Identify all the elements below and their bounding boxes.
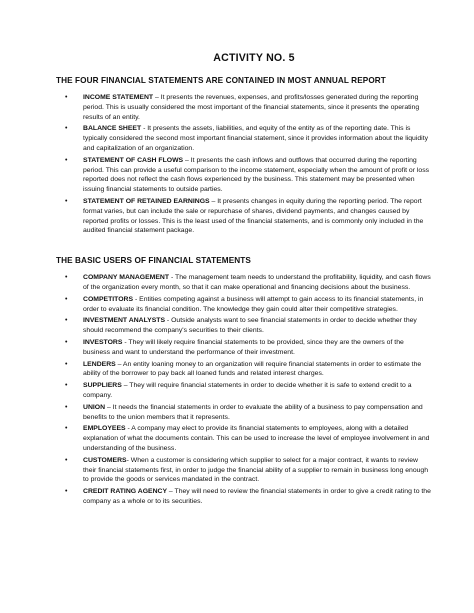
list-item: • INVESTORS - They will likely require financial statements to be provided, since they are the owners of the business and want to understand the performance of their investment. <box>65 338 404 356</box>
list-item: • STATEMENT OF RETAINED EARNINGS – It presents changes in equity during the reporting period. The report format varies, but can include the sale or repurchase of shares, dividend payments, and changes caused by reported profits or losses. This is the least used of the financial statements, and is commonly only included in the audited financial statement package. <box>65 197 424 235</box>
list-item: • INCOME STATEMENT – It presents the revenues, expenses, and profits/losses generated during the reporting period. This is usually considered the most important of the financial statements, since it presents the operating results of an entity. <box>65 94 420 121</box>
list-item: • STATEMENT OF CASH FLOWS – It presents the cash inflows and outflows that occurred during the reporting period. This can provide a useful comparison to the income statement, especially when the amount of profit or loss reported does not reflect the cash flows experienced by the business. This statement may be presented when issuing financial statements to outside parties. <box>65 156 430 194</box>
list-item: • BALANCE SHEET - It presents the assets, liabilities, and equity of the entity as of the reporting date. This is typically considered the second most important financial statement, since it provides information about the liquidity and capitalization of an organization. <box>65 125 429 152</box>
list-item: • COMPETITORS - Entities competing against a business will attempt to gain access to its financial statements, in order to evaluate its financial condition. The knowledge they gain could alter their competitive strategies. <box>65 295 424 313</box>
users-list <box>56 273 432 507</box>
list-item: • UNION – It needs the financial statements in order to evaluate the ability of a business to pay compensation and benefits to the union members that it represents. <box>65 403 423 421</box>
list-item: • EMPLOYEES - A company may elect to provide its financial statements to employees, along with a detailed explanation of what the documents contain. This can be used to increase the level of employee involvement in and understanding of the business. <box>65 425 430 452</box>
bullet-icon: • <box>65 94 68 101</box>
bullet-icon: • <box>65 425 68 433</box>
list-item: • CREDIT RATING AGENCY – They will need to review the financial statements in order to give a credit rating to the company as a whole or to its securities. <box>65 488 431 505</box>
list-item: • CUSTOMERS- When a customer is considering which supplier to select for a major contract, it wants to review their financial statements first, in order to judge the financial ability of a supplier to remain in business long enough to provide the goods or services mandated in the contract. <box>65 456 429 484</box>
bullet-icon: • <box>65 197 68 205</box>
bullet-icon: • <box>65 488 68 496</box>
bullet-icon: • <box>65 295 68 303</box>
list-item: • INVESTMENT ANALYSTS - Outside analysts want to see financial statements in order to decide whether they should recommend the company's securities to their clients. <box>65 317 417 335</box>
bullet-icon: • <box>65 338 68 346</box>
statements-list <box>56 93 432 236</box>
bullet-icon: • <box>65 382 68 390</box>
list-item: • COMPANY MANAGEMENT - The management team needs to understand the profitability, liquidity, and cash flows of the organization every month, so that it can make operational and financing decisions about the business. <box>65 274 431 291</box>
section-heading-statements: THE FOUR FINANCIAL STATEMENTS ARE CONTAINED IN MOST ANNUAL REPORT <box>56 76 386 85</box>
bullet-icon: • <box>65 317 68 325</box>
list-item: • SUPPLIERS – They will require financial statements in order to decide whether it is safe to extend credit to a company. <box>65 382 412 399</box>
bullet-icon: • <box>65 274 68 282</box>
bullet-icon: • <box>65 156 68 164</box>
page-title: ACTIVITY NO. 5 <box>213 52 295 64</box>
bullet-icon: • <box>65 125 68 133</box>
bullet-icon: • <box>65 360 68 368</box>
bullet-icon: • <box>65 403 68 411</box>
bullet-icon: • <box>65 456 68 464</box>
section-heading-users: THE BASIC USERS OF FINANCIAL STATEMENTS <box>56 256 251 266</box>
list-item: • LENDERS – An entity loaning money to an organization will require financial statements in order to estimate the ability of the borrower to pay back all loaned funds and related interest charges. <box>65 360 422 378</box>
